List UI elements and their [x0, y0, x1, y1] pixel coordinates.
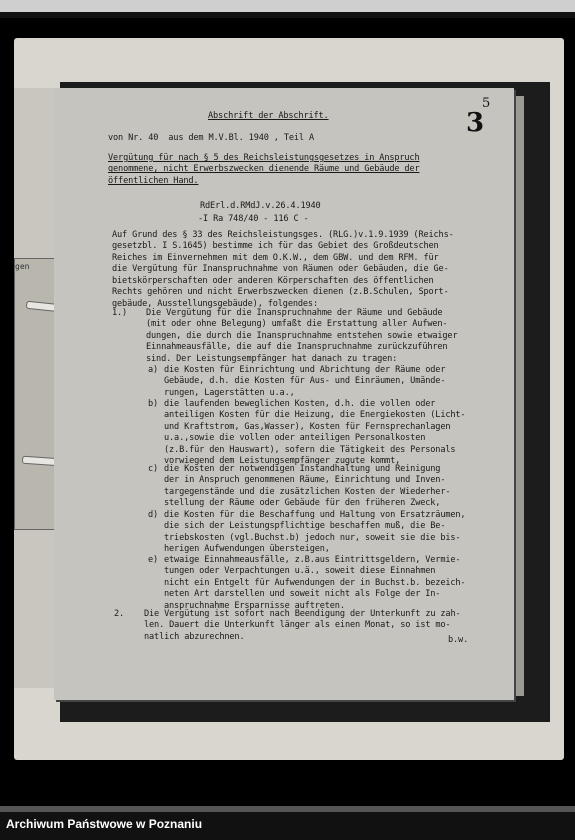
folder-tab-label: gen	[15, 262, 30, 271]
archive-name: Archiwum Państwowe w Poznaniu	[6, 817, 203, 831]
subitem-line: die Kosten der notwendigen Instandhaltung und Reinigung	[164, 464, 441, 474]
subitem-line: triebskosten (vgl.Buchst.b) jedoch nur, soweit sie die bis-	[164, 532, 461, 543]
subitem-line: die Kosten für Einrichtung und Abrichtung der Räume oder	[164, 365, 446, 375]
item-1-number: 1.)	[112, 308, 128, 318]
title-line: öffentlichen Hand.	[108, 175, 199, 186]
subitem-line: die Kosten für die Beschaffung und Haltung von Ersatzräumen,	[164, 510, 466, 520]
subitem-line: nicht ein Entgelt für Aufwendungen der in Buchst.b. bezeich-	[164, 577, 466, 588]
subitem-line: tungen oder Verpachtungen u.ä., soweit diese Einnahmen	[164, 566, 436, 577]
subitem-letter: d)	[148, 510, 159, 520]
intro-line: gesetzbl. I S.1645) bestimme ich für das Gebiet des Großdeutschen	[112, 241, 439, 252]
decree-number-line: -I Ra 748/40 - 116 C -	[198, 214, 309, 224]
item-1-line: sind. Der Leistungsempfänger hat danach zu tragen:	[146, 353, 398, 364]
intro-line: Rechts gehören und nicht Erwerbszwecken dienen (z.B.Schulen, Sport-	[112, 287, 449, 298]
intro-line: gebäude, Ausstellungsgebäude), folgendes:	[112, 298, 318, 309]
subitem-line: targegenstände und die zusätzlichen Kosten der Wiederher-	[164, 486, 451, 497]
subitem-line: die sich der Leistungspflichtige beschaffen muß, die Be-	[164, 521, 446, 532]
reference-line: von Nr. 40 aus dem M.V.Bl. 1940 , Teil A	[108, 133, 314, 143]
item-1-line: Einnahmeausfälle, die auf die Inanspruchnahme zurückzuführen	[146, 342, 448, 353]
page-stamp-number: 5	[482, 96, 491, 111]
subitem-line: die laufenden beweglichen Kosten, d.h. die vollen oder	[164, 399, 436, 409]
top-border	[0, 0, 575, 12]
item-2-number: 2.	[114, 609, 125, 619]
subitem-line: anteiligen Kosten für die Heizung, die Energiekosten (Licht-	[164, 410, 466, 421]
subitem-line: und Kraftstrom, Gas,Wasser), Kosten für Fernsprechanlagen	[164, 421, 451, 432]
subitem-line: (z.B.für den Hauswart), sofern die Tätigkeit des Personals	[164, 444, 456, 455]
item-1-line: dungen, die durch die Inanspruchnahme entstehen sowie etwaiger	[146, 330, 458, 341]
subitem-line: herigen Aufwendungen übersteigen,	[164, 544, 330, 555]
item-1-line: (mit oder ohne Belegung) umfaßt die Erstattung aller Aufwen-	[146, 319, 448, 330]
intro-line: Auf Grund des § 33 des Reichsleistungsges. (RLG.)v.1.9.1939 (Reichs-	[112, 230, 454, 240]
intro-line: die Vergütung für Inanspruchnahme von Räumen oder Gebäuden, die Ge-	[112, 264, 449, 275]
subitem-letter: a)	[148, 365, 159, 375]
intro-line: Reiches im Einvernehmen mit dem O.K.W., dem GBW. und dem RFM. für	[112, 252, 439, 263]
top-strip	[0, 12, 575, 18]
subitem-line: stellung der Räume oder Gebäude für den früheren Zweck,	[164, 498, 441, 509]
subitem-line: der in Anspruch genommenen Räume, Einrichtung und Inven-	[164, 475, 446, 486]
subitem-letter: b)	[148, 399, 159, 409]
item-2-line: len. Dauert die Unterkunft länger als einen Monat, so ist mo-	[144, 620, 451, 631]
item-1-line: Die Vergütung für die Inanspruchnahme der Räume und Gebäude	[146, 308, 443, 318]
subitem-letter: c)	[148, 464, 159, 474]
subitem-line: u.a.,sowie die vollen oder anteiligen Personalkosten	[164, 433, 426, 444]
subitem-letter: e)	[148, 555, 159, 565]
decree-date-line: RdErl.d.RMdJ.v.26.4.1940	[200, 201, 321, 211]
handwritten-page-number: 3	[466, 108, 485, 138]
document-heading: Abschrift der Abschrift.	[208, 111, 329, 121]
title-line: genommene, nicht Erwerbszwecken dienende Räume und Gebäude der	[108, 164, 420, 175]
subitem-line: anspruchnahme Ersparnisse auftreten.	[164, 600, 345, 611]
intro-line: bietskörperschaften oder anderen Körperschaften des öffentlichen	[112, 275, 434, 286]
item-2-line: Die Vergütung ist sofort nach Beendigung der Unterkunft zu zah-	[144, 609, 461, 619]
continuation-mark: b.w.	[448, 635, 469, 645]
subitem-line: rungen, Lagerstätten u.a.,	[164, 387, 295, 398]
folder-tab	[14, 258, 58, 530]
subitem-line: neten Art darstellen und soweit nicht als Folge der In-	[164, 589, 441, 600]
subitem-line: vorwiegend dem Leistungsempfänger zugute kommt,	[164, 456, 401, 467]
title-line: Vergütung für nach § 5 des Reichsleistungsgesetzes in Anspruch	[108, 153, 420, 163]
subitem-line: Gebäude, d.h. die Kosten für Aus- und Einräumen, Umände-	[164, 376, 446, 387]
subitem-line: etwaige Einnahmeausfälle, z.B.aus Eintrittsgeldern, Vermie-	[164, 555, 461, 565]
item-2-line: natlich abzurechnen.	[144, 631, 245, 642]
